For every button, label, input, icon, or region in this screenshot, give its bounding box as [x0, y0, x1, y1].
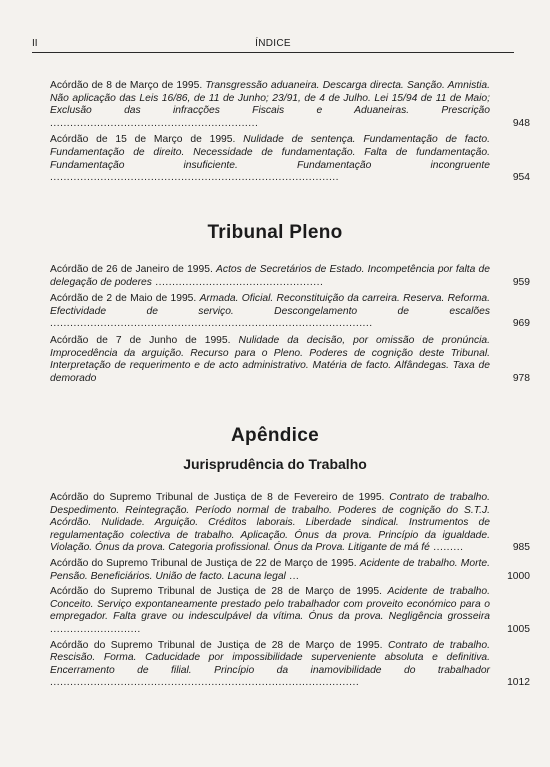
entry-page-number: 978 — [512, 372, 530, 384]
index-entry: Acórdão de 7 de Junho de 1995. Nulidade da decisão, por omissão de pronúncia. Improcedência da arguição. Recurso para o Pleno. Poderes de cognição deste Tribunal. Interpretação de requerimento e de acto administrativo. Matéria de facto. Alfândegas. Taxa de demorado 978 — [50, 334, 530, 384]
section-title-apendice: Apêndice — [231, 425, 319, 446]
entry-page-number: 985 — [512, 542, 530, 554]
index-entry: Acórdão de 8 de Março de 1995. Transgressão aduaneira. Descarga directa. Sanção. Amnistia. Não aplicação das Leis 16/86, de 11 de Junho; 23/91, de 4 de Julho. Lei 15/94 de 11 de Maio; Exclusão das infracções Fiscais e Aduaneiras. Prescrição .............................................................. 948 — [50, 80, 530, 129]
index-entry: Acórdão do Supremo Tribunal de Justiça de 8 de Fevereiro de 1995. Contrato de trabalho. Despedimento. Reintegração. Período normal de trabalho. Poderes de cognição do S.T.J. Acórdão. Nulidade. Arguição. Créditos laborais. Liberdade sindical. Instrumentos de regulamentação colectiva de trabalho. Aplicação. Ónus da prova. Princípio da igualdade. Violação. Ónus da prova. Categoria profissional. Ónus da Prova. Litigante de má fé ......... 985 — [50, 492, 530, 554]
page-header — [32, 36, 514, 53]
page-number: II — [32, 38, 38, 49]
index-entry: Acórdão do Supremo Tribunal de Justiça de 22 de Março de 1995. Acidente de trabalho. Morte. Pensão. Beneficiários. União de facto. Lacuna legal ... 1000 — [50, 557, 530, 582]
entry-page-number: 959 — [512, 276, 530, 288]
entry-page-number: 969 — [512, 318, 530, 330]
section-subtitle: Jurisprudência do Trabalho — [183, 456, 367, 472]
running-title: ÍNDICE — [255, 38, 291, 49]
entry-page-number: 1012 — [507, 677, 530, 689]
section-title-tribunal-pleno: Tribunal Pleno — [207, 222, 343, 243]
entry-page-number: 954 — [512, 172, 530, 184]
index-entry: Acórdão de 26 de Janeiro de 1995. Actos de Secretários de Estado. Incompetência por falta de delegação de poderes .................................................. 959 — [50, 264, 530, 288]
index-entry: Acórdão de 2 de Maio de 1995. Armada. Oficial. Reconstituição da carreira. Reserva. Reforma. Efectividade de serviço. Descongelamento de escalões ................................................................................................ 969 — [50, 293, 530, 330]
index-entry: Acórdão do Supremo Tribunal de Justiça de 28 de Março de 1995. Acidente de trabalho. Conceito. Serviço expontaneamente prestado pelo trabalhador com proveito económico para o empregador. Falta grave ou indesculpável da vítima. Ónus da prova. Negligência grosseira ........................... 1005 — [50, 586, 530, 635]
entry-page-number: 1000 — [507, 570, 530, 582]
index-group-3 — [50, 492, 530, 692]
index-entry: Acórdão de 15 de Março de 1995. Nulidade de sentença. Fundamentação de facto. Fundamentação de direito. Necessidade de fundamentação. Falta de fundamentação. Fundamentação insuficiente. Fundamentação incongruente ...................................................................................... 954 — [50, 134, 530, 184]
index-entry: Acórdão do Supremo Tribunal de Justiça de 28 de Março de 1995. Contrato de trabalho. Rescisão. Forma. Caducidade por impossibilidade superveniente absoluta e definitiva. Encerramento de filial. Princípio da inamovibilidade do trabalhador ............................................................................................ 1012 — [50, 639, 530, 689]
index-group-1 — [50, 80, 530, 187]
entry-page-number: 948 — [512, 117, 530, 129]
entry-page-number: 1005 — [507, 623, 530, 635]
index-group-2 — [50, 264, 530, 387]
